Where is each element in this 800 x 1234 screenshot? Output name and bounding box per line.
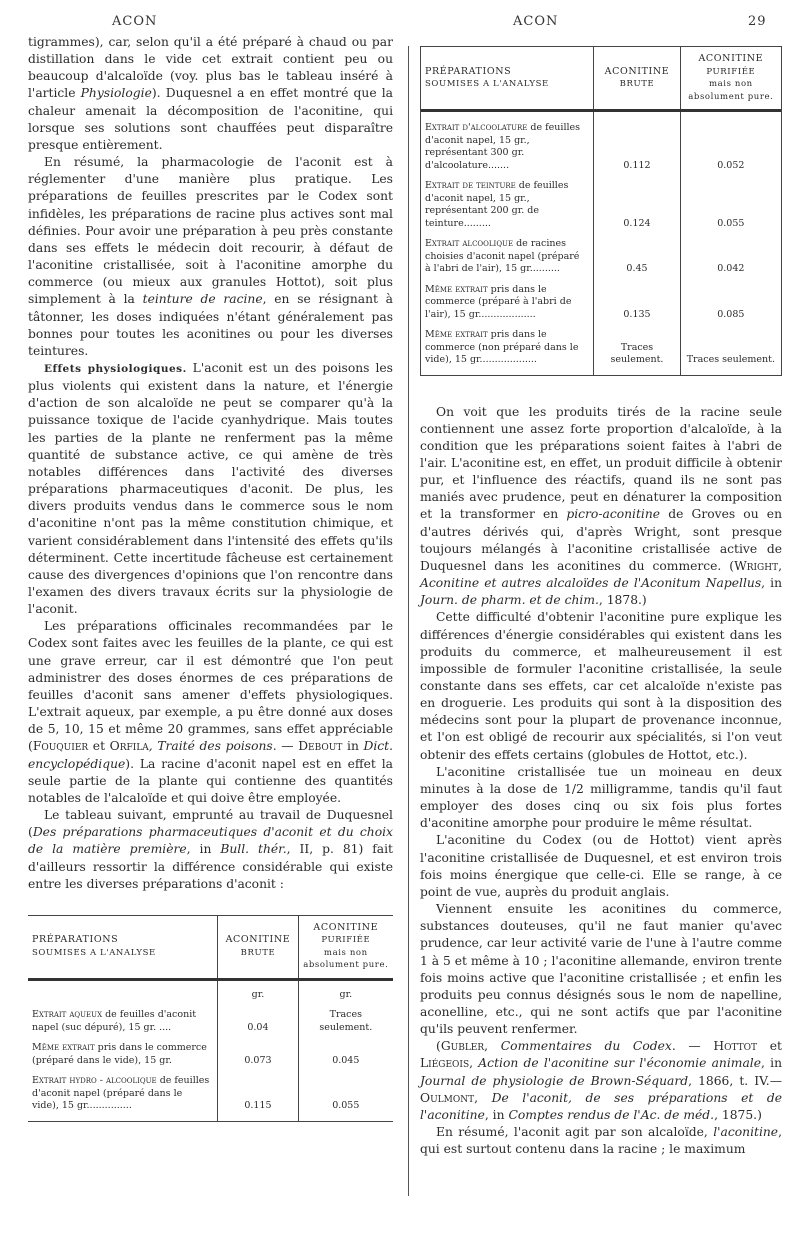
paragraph: tigrammes), car, selon qu'il a été préparé à chaud ou par distillation dans le vide cet extrait contient peu ou beaucoup d'alcaloïde (voy. plus bas le tableau inséré à l'article Physiologie). Duquesnel a en effet montré que la chaleur amenait la décomposition de l'aconitine, qui lorsque ses solutions sont chauffées peut disparaître presque entièrement. bbox=[28, 35, 394, 152]
table-row: Même extrait pris dans le commerce (préparé à l'abri de l'air), 15 gr................... 0.135 0.085 bbox=[421, 280, 781, 326]
paragraph: L'aconitine cristallisée tue un moineau en deux minutes à la dose de 1/2 milligramme, tandis qu'il faut employer des doses cinq ou six fois plus fortes d'aconitine amorphe pour produire le même résultat. bbox=[420, 764, 782, 831]
right-column bbox=[420, 46, 782, 1158]
left-column bbox=[28, 34, 393, 1122]
paragraph: Effets physiologiques. L'aconit est un des poisons les plus violents qui existent dans la nature, et l'énergie d'action de son alcaloïde ne peut se comparer qu'à la puissance toxique de l'acide cyanhydrique. Mais toutes les parties de la plante ne renferment pas la même quantité de substance active, ce qui amène de très notables différences dans l'activité des diverses préparations pharmaceutiques d'aconit. De plus, les divers produits vendus dans le commerce sous le nom d'aconitine n'ont pas la même constitution chimique, et varient considérablement dans l'intensité des effets qu'ils déterminent. Cette incertitude fâcheuse est certainement cause des divergences d'opinions que l'on rencontre dans l'examen des divers travaux écrits sur la physiologie de l'aconit. bbox=[28, 360, 393, 617]
table-row: gr. gr. bbox=[28, 979, 393, 1005]
paragraph: Cette difficulté d'obtenir l'aconitine pure explique les différences d'énergie considérables qui existent dans les produits du commerce, et malheureusement il est impossible de formuler l'aconitine cristallisée, la seule constante dans ses effets, car cet alcaloïde n'existe pas en droguerie. Les produits qui sont à la disposition des médecins sont pour la plupart de provenance inconnue, et l'on est obligé de recourir aux spécialités, si l'on veut obtenir des effets certains (globules de Hottot, etc.). bbox=[420, 610, 782, 762]
table-row: Extrait de teinture de feuilles d'aconit napel, 15 gr., représentant 200 gr. de teinture......... 0.124 0.055 bbox=[421, 176, 781, 234]
paragraph: En résumé, l'aconit agit par son alcaloïde, l'aconitine, qui est surtout contenu dans la racine ; le maximum bbox=[420, 1125, 782, 1157]
section-heading: Effets physiologiques. bbox=[44, 362, 187, 375]
table-preparations-feuilles bbox=[28, 915, 393, 1122]
table-row: Extrait alcoolique de racines choisies d'aconit napel (préparé à l'abri de l'air), 15 gr.......... 0.45 0.042 bbox=[421, 234, 781, 280]
paragraph: Les préparations officinales recommandées par le Codex sont faites avec les feuilles de la plante, ce qui est une grave erreur, car il est démontré que l'on peut administrer des doses énormes de ces préparations de feuilles d'aconit sans amener d'effets physiologiques. L'extrait aqueux, par exemple, a pu être donné aux doses de 5, 10, 15 et même 20 grammes, sans effet appréciable (Fouquier et Orfila, Traité des poisons. — Debout in Dict. encyclopédique). La racine d'aconit napel est en effet la seule partie de la plante qui contienne des quantités notables de l'alcaloïde et qui doive être employée. bbox=[28, 619, 394, 805]
column-divider bbox=[408, 46, 409, 1196]
table-row: Extrait aqueux de feuilles d'aconit napel (suc dépuré), 15 gr. .... 0.04 Traces seulement. bbox=[28, 1005, 393, 1038]
paragraph: (Gubler, Commentaires du Codex. — Hottot et Liégeois, Action de l'aconitine sur l'économie animale, in Journal de physiologie de Brown-Séquard, 1866, t. IV.— Oulmont, De l'aconit, de ses préparations et de l'aconitine, in Comptes rendus de l'Ac. de méd., 1875.) bbox=[420, 1039, 783, 1122]
paragraph: L'aconitine du Codex (ou de Hottot) vient après l'aconitine cristallisée de Duquesnel, et est environ trois fois moins énergique que celle-ci. Elle se range, à ce point de vue, auprès du produit anglais. bbox=[420, 833, 782, 899]
column-header: ACONITINE PURIFIÉE mais non absolument pure. bbox=[680, 47, 781, 111]
table-row: Même extrait pris dans le commerce (préparé dans le vide), 15 gr. 0.073 0.045 bbox=[28, 1038, 393, 1071]
table-preparations-racine bbox=[420, 46, 782, 376]
column-header: ACONITINE BRUTE bbox=[218, 916, 298, 980]
table-row: Extrait d'alcoolature de feuilles d'aconit napel, 15 gr., représentant 300 gr. d'alcoolature....... 0.112 0.052 bbox=[421, 111, 781, 177]
running-header-center: ACON bbox=[513, 14, 559, 29]
column-header: PRÉPARATIONS SOUMISES A L'ANALYSE bbox=[421, 47, 594, 111]
paragraph: Viennent ensuite les aconitines du commerce, substances douteuses, qu'il ne faut manier qu'avec prudence, car leur activité varie de l'une à l'autre comme 1 à 5 et même à 10 ; l'aconitine allemande, environ trente fois moins active que l'aconitine cristallisée ; et enfin les produits peu connus désignés sous le nom de napelline, aconelline, etc., qui ne sont actifs que par l'aconitine qu'ils peuvent renfermer. bbox=[420, 902, 783, 1037]
table-row: Même extrait pris dans le commerce (non préparé dans le vide), 15 gr................... Traces seulement. Traces seulement. bbox=[421, 325, 781, 375]
column-header: PRÉPARATIONS SOUMISES A L'ANALYSE bbox=[28, 916, 218, 980]
paragraph: En résumé, la pharmacologie de l'aconit est à réglementer d'une manière plus pratique. Les préparations de feuilles prescrites par le Codex sont infidèles, les préparations de racine plus actives sont mal définies. Pour avoir une préparation à peu près constante dans ses effets le médecin doit recourir, à défaut de l'aconitine cristallisée, soit à l'aconitine amorphe du commerce (ou mieux aux granules Hottot), soit plus simplement à la teinture de racine, en se résignant à tâtonner, les doses indiquées n'étant généralement pas bonnes pour toutes les aconitines ou pour les diverses teintures. bbox=[28, 155, 394, 358]
running-header-left: ACON bbox=[112, 14, 158, 29]
paragraph: Le tableau suivant, emprunté au travail de Duquesnel (Des préparations pharmaceutiques d'aconit et du choix de la matière première, in Bull. thér., II, p. 81) fait d'ailleurs ressortir la différence considérable qui existe entre les diverses préparations d'aconit : bbox=[28, 808, 393, 891]
column-header: ACONITINE BRUTE bbox=[594, 47, 680, 111]
column-header: ACONITINE PURIFIÉE mais non absolument pure. bbox=[298, 916, 393, 980]
paragraph: On voit que les produits tirés de la racine seule contiennent une assez forte proportion d'alcaloïde, à la condition que les préparations soient faites à l'abri de l'air. L'aconitine est, en effet, un produit difficile à obtenir pur, et l'influence des réactifs, quand ils ne sont pas maniés avec prudence, peut en dénaturer la composition et la transformer en picro-aconitine de Groves ou en d'autres dérivés qui, d'après Wright, sont presque toujours mélangés à l'aconitine cristallisée active de Duquesnel dans les aconitines du commerce. (Wright, Aconitine et autres alcaloïdes de l'Aconitum Napellus, in Journ. de pharm. et de chim., 1878.) bbox=[420, 404, 783, 608]
page-number: 29 bbox=[748, 14, 767, 29]
table-row: Extrait hydro - alcoolique de feuilles d'aconit napel (préparé dans le vide), 15 gr............... 0.115 0.055 bbox=[28, 1071, 393, 1121]
